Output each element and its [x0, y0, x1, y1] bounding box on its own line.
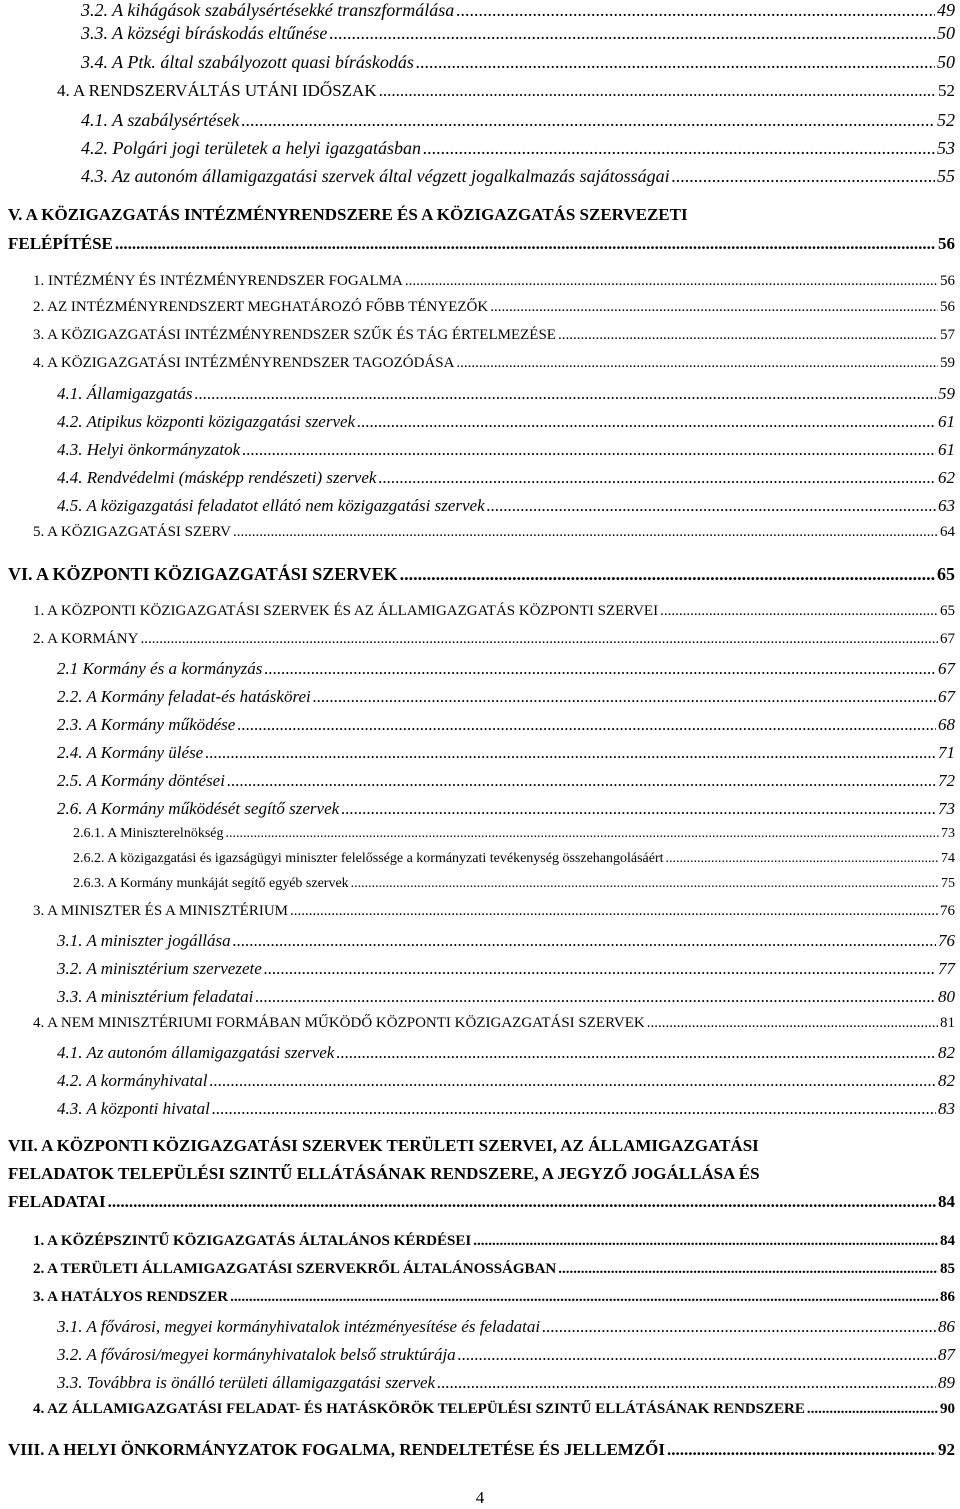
toc-entry-label: 4.1. Államigazgatás	[57, 384, 193, 403]
toc-leader-dots	[233, 931, 936, 951]
toc-leader-dots	[405, 273, 938, 290]
toc-entry[interactable]	[73, 826, 955, 842]
toc-entry[interactable]	[33, 273, 955, 290]
toc-entry-label: VII. A KÖZPONTI KÖZIGAZGATÁSI SZERVEK TERÜLETI SZERVEI, AZ ÁLLAMIGAZGATÁSI	[8, 1136, 759, 1155]
toc-entry[interactable]	[81, 52, 955, 73]
toc-leader-dots	[351, 876, 939, 892]
toc-entry-label: 2.4. A Kormány ülése	[57, 743, 204, 762]
toc-entry[interactable]	[57, 987, 955, 1007]
page-number: 4	[475, 1488, 485, 1507]
toc-entry[interactable]	[8, 234, 955, 254]
toc-entry[interactable]	[33, 299, 955, 316]
toc-leader-dots	[237, 715, 936, 735]
toc-entry-page: 50	[937, 23, 955, 43]
toc-leader-dots	[226, 826, 940, 842]
toc-entry[interactable]	[33, 903, 955, 920]
toc-entry-page: 76	[940, 903, 955, 919]
toc-entry[interactable]	[57, 440, 955, 460]
toc-entry-label: VIII. A HELYI ÖNKORMÁNYZATOK FOGALMA, RENDELTETÉSE ÉS JELLEMZŐI	[8, 1440, 666, 1459]
toc-entry-page: 56	[940, 273, 955, 289]
toc-entry[interactable]	[33, 1401, 955, 1418]
toc-entry[interactable]	[57, 715, 955, 735]
toc-leader-dots	[313, 687, 936, 707]
toc-entry[interactable]	[57, 771, 955, 791]
toc-entry[interactable]	[8, 1440, 955, 1460]
toc-entry[interactable]	[73, 851, 955, 867]
toc-entry[interactable]	[57, 468, 955, 488]
toc-entry[interactable]	[8, 1164, 955, 1184]
toc-entry-page: 63	[938, 496, 955, 515]
toc-entry-page: 71	[938, 743, 955, 762]
toc-leader-dots	[456, 0, 935, 21]
toc-entry[interactable]	[81, 110, 955, 131]
toc-leader-dots	[329, 23, 935, 44]
toc-leader-dots	[660, 603, 938, 620]
toc-leader-dots	[255, 987, 936, 1007]
toc-entry-label: 5. A KÖZIGAZGATÁSI SZERV	[33, 524, 231, 540]
toc-leader-dots	[400, 564, 935, 585]
toc-leader-dots	[542, 1317, 936, 1337]
toc-entry-label: 4.3. A központi hivatal	[57, 1099, 210, 1118]
toc-leader-dots	[490, 299, 938, 316]
toc-entry-label: 4.1. Az autonóm államigazgatási szervek	[57, 1043, 335, 1062]
toc-leader-dots	[647, 1015, 938, 1032]
toc-entry-page: 82	[938, 1043, 955, 1062]
toc-entry-page: 92	[938, 1440, 955, 1459]
toc-entry-label: 4.3. Helyi önkormányzatok	[57, 440, 241, 459]
toc-entry-label: 2.6.1. A Miniszterelnökség	[73, 826, 224, 841]
toc-leader-dots	[341, 799, 936, 819]
toc-entry-page: 68	[938, 715, 955, 734]
toc-entry[interactable]	[81, 0, 955, 21]
toc-entry[interactable]	[57, 1345, 955, 1365]
toc-entry-label: 4.3. Az autonóm államigazgatási szervek által végzett jogalkalmazás sajátosságai	[81, 166, 670, 186]
toc-entry-page: 49	[937, 0, 955, 20]
toc-entry-label: 2.6.3. A Kormány munkáját segítő egyéb szervek	[73, 876, 349, 891]
toc-entry-label: 2.6.2. A közigazgatási és igazságügyi miniszter felelőssége a kormányzati tevékenység összehangolásáért	[73, 851, 664, 866]
toc-entry-page: 75	[941, 876, 955, 891]
toc-entry-label: 2.1 Kormány és a kormányzás	[57, 659, 263, 678]
toc-entry[interactable]	[57, 1317, 955, 1337]
toc-entry-page: 67	[938, 659, 955, 678]
toc-entry[interactable]	[33, 631, 955, 648]
toc-entry-page: 53	[937, 138, 955, 158]
toc-entry-page: 65	[940, 603, 955, 619]
toc-entry-page: 61	[938, 412, 955, 431]
toc-entry-page: 76	[938, 931, 955, 950]
toc-entry[interactable]	[8, 1192, 955, 1212]
toc-entry-label: 2. A KORMÁNY	[33, 631, 139, 647]
toc-entry[interactable]	[57, 687, 955, 707]
toc-leader-dots	[140, 631, 938, 648]
toc-leader-dots	[209, 1071, 936, 1091]
toc-entry-page: 77	[938, 959, 955, 978]
toc-leader-dots	[227, 771, 936, 791]
toc-leader-dots	[233, 524, 938, 541]
toc-entry-label: 3.3. A községi bíráskodás eltűnése	[81, 23, 328, 43]
toc-leader-dots	[290, 903, 938, 920]
toc-entry-label: 1. A KÖZÉPSZINTŰ KÖZIGAZGATÁS ÁLTALÁNOS KÉRDÉSEI	[33, 1233, 472, 1249]
toc-entry-label: 3. A KÖZIGAZGATÁSI INTÉZMÉNYRENDSZER SZŰK ÉS TÁG ÉRTELMEZÉSE	[33, 327, 556, 343]
toc-entry-page: 85	[940, 1261, 955, 1277]
toc-entry[interactable]	[81, 138, 955, 159]
toc-entry[interactable]	[33, 1261, 955, 1278]
toc-entry[interactable]	[33, 1233, 955, 1250]
toc-entry[interactable]	[81, 23, 955, 44]
toc-entry-label: 3.1. A fővárosi, megyei kormányhivatalok intézményesítése és feladatai	[57, 1317, 541, 1336]
toc-entry-page: 67	[940, 631, 955, 647]
toc-entry-label: 4.2. Atipikus központi közigazgatási szervek	[57, 412, 356, 431]
toc-entry-page: 86	[938, 1317, 955, 1336]
toc-entry-page: 72	[938, 771, 955, 790]
toc-entry[interactable]	[57, 412, 955, 432]
toc-entry[interactable]	[57, 1043, 955, 1063]
toc-entry-label: 2.2. A Kormány feladat-és hatáskörei	[57, 687, 311, 706]
toc-entry[interactable]	[57, 1071, 955, 1091]
toc-entry-page: 84	[938, 1192, 955, 1211]
toc-leader-dots	[264, 659, 936, 679]
toc-entry-label: 4.2. A kormányhivatal	[57, 1071, 208, 1090]
toc-entry-page: 52	[937, 110, 955, 130]
toc-entry[interactable]	[8, 1136, 955, 1156]
toc-entry[interactable]	[57, 799, 955, 819]
toc-entry-label: 4. A NEM MINISZTÉRIUMI FORMÁBAN MŰKÖDŐ KÖZPONTI KÖZIGAZGATÁSI SZERVEK	[33, 1015, 645, 1031]
toc-leader-dots	[378, 468, 936, 488]
toc-leader-dots	[264, 959, 936, 979]
toc-leader-dots	[666, 851, 939, 867]
toc-entry-page: 82	[938, 1071, 955, 1090]
toc-entry-page: 86	[940, 1289, 955, 1305]
toc-entry[interactable]	[8, 205, 955, 225]
toc-entry-label: 1. INTÉZMÉNY ÉS INTÉZMÉNYRENDSZER FOGALMA	[33, 273, 403, 289]
toc-entry-page: 52	[938, 81, 955, 100]
toc-entry[interactable]	[57, 659, 955, 679]
toc-entry-page: 57	[940, 327, 955, 343]
toc-leader-dots	[667, 1440, 936, 1460]
toc-entry-label: 4.4. Rendvédelmi (másképp rendészeti) szervek	[57, 468, 377, 487]
toc-entry-page: 50	[937, 52, 955, 72]
toc-entry-label: 3. A MINISZTER ÉS A MINISZTÉRIUM	[33, 903, 289, 919]
toc-entry-page: 56	[938, 234, 955, 253]
toc-leader-dots	[336, 1043, 936, 1063]
toc-entry-page: 87	[938, 1345, 955, 1364]
toc-leader-dots	[558, 1261, 938, 1278]
toc-entry-label: 3.4. A Ptk. által szabályozott quasi bíráskodás	[81, 52, 414, 72]
toc-entry[interactable]	[33, 1289, 955, 1306]
toc-entry[interactable]	[8, 564, 955, 585]
toc-entry-page: 55	[937, 166, 955, 186]
toc-entry-label: 3.1. A miniszter jogállása	[57, 931, 231, 950]
toc-leader-dots	[437, 1373, 936, 1393]
toc-leader-dots	[357, 412, 936, 432]
toc-entry-label: 2.6. A Kormány működését segítő szervek	[57, 799, 340, 818]
toc-leader-dots	[115, 234, 936, 254]
toc-entry-label: 2. A TERÜLETI ÁLLAMIGAZGATÁSI SZERVEKRŐL ÁLTALÁNOSSÁGBAN	[33, 1261, 557, 1277]
toc-leader-dots	[205, 743, 936, 763]
toc-leader-dots	[456, 355, 938, 372]
toc-entry-page: 84	[940, 1233, 955, 1249]
toc-entry-page: 56	[940, 299, 955, 315]
toc-entry-page: 73	[941, 826, 955, 841]
toc-entry-page: 64	[940, 524, 955, 540]
toc-entry-label: 4. A RENDSZERVÁLTÁS UTÁNI IDŐSZAK	[57, 81, 377, 100]
toc-entry-page: 73	[938, 799, 955, 818]
toc-entry-label: 4.1. A szabálysértések	[81, 110, 240, 130]
toc-entry[interactable]	[33, 1015, 955, 1032]
toc-entry-label: 3.2. A kihágások szabálysértésekké transzformálása	[81, 0, 455, 20]
toc-entry-page: 90	[940, 1401, 955, 1417]
toc-entry-label: 3.2. A fővárosi/megyei kormányhivatalok belső struktúrája	[57, 1345, 456, 1364]
toc-entry[interactable]	[73, 876, 955, 892]
toc-entry-page: 62	[938, 468, 955, 487]
toc-leader-dots	[230, 1289, 938, 1306]
toc-entry[interactable]	[81, 166, 955, 187]
toc-entry-label: 3.3. Továbbra is önálló területi államigazgatási szervek	[57, 1373, 436, 1392]
toc-entry-label: 2.3. A Kormány működése	[57, 715, 236, 734]
toc-entry-label: FELADATAI	[8, 1192, 106, 1211]
toc-entry-label: VI. A KÖZPONTI KÖZIGAZGATÁSI SZERVEK	[8, 564, 398, 584]
toc-entry[interactable]	[33, 327, 955, 344]
toc-entry-label: 2. AZ INTÉZMÉNYRENDSZERT MEGHATÁROZÓ FŐBB TÉNYEZŐK	[33, 299, 489, 315]
toc-entry-page: 89	[938, 1373, 955, 1392]
toc-entry-label: 4. AZ ÁLLAMIGAZGATÁSI FELADAT- ÉS HATÁSKÖRÖK TELEPÜLÉSI SZINTŰ ELLÁTÁSÁNAK RENDSZERE	[33, 1401, 805, 1417]
toc-entry-label: 3.2. A minisztérium szervezete	[57, 959, 262, 978]
toc-leader-dots	[379, 81, 936, 101]
toc-leader-dots	[458, 1345, 936, 1365]
toc-entry-label: FELÉPÍTÉSE	[8, 234, 113, 253]
toc-entry[interactable]	[57, 931, 955, 951]
toc-entry[interactable]	[57, 1373, 955, 1393]
toc-leader-dots	[807, 1401, 938, 1418]
toc-entry[interactable]	[33, 603, 955, 620]
toc-entry-label: V. A KÖZIGAZGATÁS INTÉZMÉNYRENDSZERE ÉS A KÖZIGAZGATÁS SZERVEZETI	[8, 205, 688, 224]
toc-entry-page: 80	[938, 987, 955, 1006]
toc-entry-page: 83	[938, 1099, 955, 1118]
toc-leader-dots	[558, 327, 938, 344]
toc-entry-page: 74	[941, 851, 955, 866]
toc-leader-dots	[241, 110, 935, 131]
toc-entry-label: 4.2. Polgári jogi területek a helyi igazgatásban	[81, 138, 421, 158]
toc-entry-page: 61	[938, 440, 955, 459]
toc-entry[interactable]	[57, 81, 955, 101]
toc-entry-page: 59	[940, 355, 955, 371]
toc-leader-dots	[487, 496, 936, 516]
toc-entry-page: 59	[938, 384, 955, 403]
toc-entry-label: 4. A KÖZIGAZGATÁSI INTÉZMÉNYRENDSZER TAGOZÓDÁSA	[33, 355, 455, 371]
toc-entry[interactable]	[33, 355, 955, 372]
toc-entry[interactable]	[57, 384, 955, 404]
toc-entry-label: 1. A KÖZPONTI KÖZIGAZGATÁSI SZERVEK ÉS AZ ÁLLAMIGAZGATÁS KÖZPONTI SZERVEI	[33, 603, 659, 619]
toc-entry[interactable]	[33, 524, 955, 541]
toc-leader-dots	[212, 1099, 936, 1119]
toc-leader-dots	[242, 440, 936, 460]
toc-entry-page: 67	[938, 687, 955, 706]
toc-entry-page: 81	[940, 1015, 955, 1031]
toc-leader-dots	[672, 166, 935, 187]
toc-entry[interactable]	[57, 959, 955, 979]
toc-entry[interactable]	[57, 743, 955, 763]
toc-entry[interactable]	[57, 1099, 955, 1119]
toc-leader-dots	[473, 1233, 938, 1250]
toc-leader-dots	[108, 1192, 936, 1212]
toc-entry-label: 3.3. A minisztérium feladatai	[57, 987, 254, 1006]
toc-entry-label: 4.5. A közigazgatási feladatot ellátó nem közigazgatási szervek	[57, 496, 485, 515]
toc-entry-label: 2.5. A Kormány döntései	[57, 771, 225, 790]
toc-entry-label: FELADATOK TELEPÜLÉSI SZINTŰ ELLÁTÁSÁNAK RENDSZERE, A JEGYZŐ JOGÁLLÁSA ÉS	[8, 1164, 760, 1183]
toc-entry-page: 65	[937, 564, 955, 584]
toc-leader-dots	[423, 138, 935, 159]
toc-leader-dots	[195, 384, 936, 404]
toc-entry[interactable]	[57, 496, 955, 516]
toc-leader-dots	[416, 52, 935, 73]
toc-entry-label: 3. A HATÁLYOS RENDSZER	[33, 1289, 229, 1305]
